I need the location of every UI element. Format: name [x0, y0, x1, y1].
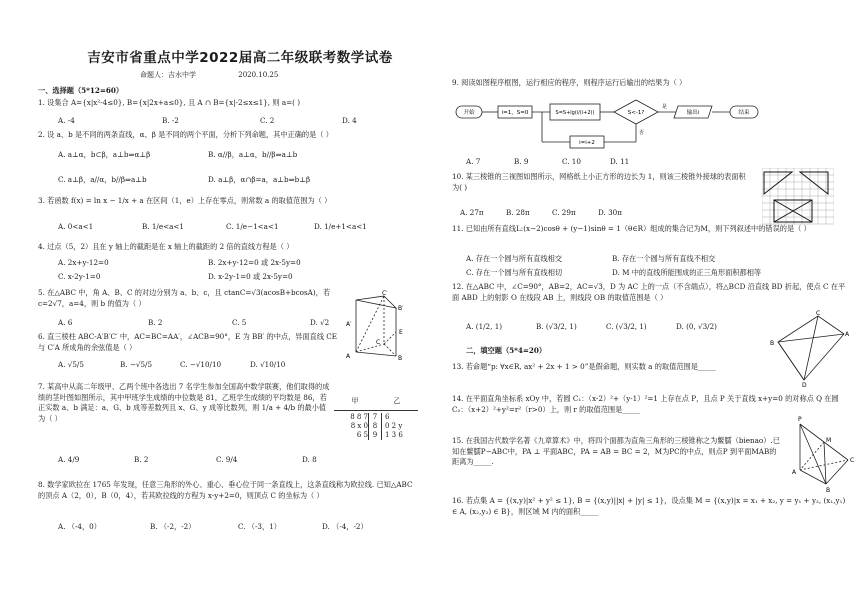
stem-row-right: 0 2 y [385, 422, 403, 430]
q9-options [466, 157, 629, 166]
q10-option-b: B. 28π [506, 208, 530, 217]
exam-meta [140, 70, 318, 80]
q3-option-a: A. 0<a<1 [58, 222, 94, 231]
q4-options-2 [58, 272, 293, 282]
stem-row-left: 8 x 0 [350, 422, 368, 430]
q4-option-a: A. 2x+y-12=0 [58, 258, 109, 267]
q2-options-2 [58, 175, 310, 185]
stem-row-right: 6 [385, 413, 390, 421]
pyramid-label-p: P [798, 416, 802, 423]
section-fill: 二，填空题（5*4=20） [466, 346, 547, 355]
pyramid-label-a: A [792, 469, 797, 476]
grid-horizontal [762, 168, 834, 224]
prism-label-c: C [376, 339, 381, 346]
q11-option-c: C. 存在一个圆与所有直线相切 [466, 268, 563, 277]
fold-label-b: B [770, 340, 775, 347]
q8-option-b: B. （-2，-2） [150, 522, 196, 531]
q7-option-b: B. 2 [134, 455, 149, 464]
q2-option-a: A. a⊥α，b⊂β，a⊥b⇒α⊥β [58, 150, 151, 159]
q8-options [58, 522, 368, 532]
prism-bottom-ab [356, 352, 396, 356]
question-12: 12. 在△ABC 中，∠C=90°，AB=2，AC=√3，D 为 AC 上的一点（不含端点），将△BCD 沿直线 BD 折起，使点 C 在平面 ABD 上的射影 O 在线段 AB 上，则线段 OB 的取值范围是（ ） [452, 282, 846, 302]
stem-rows [334, 410, 418, 440]
question-6: 6. 直三棱柱 ABC-A′B′C′ 中，AC=BC=AA′，∠ACB=90°，E 为 BB′ 的中点，异面直线 CE 与 C′A 所成角的余弦值是（ ） [38, 332, 338, 352]
q9-option-d: D. 11 [610, 157, 630, 166]
flow-cond: S<-1? [627, 110, 645, 116]
q1-option-b: B. -2 [162, 116, 179, 125]
pyramid-label-b: B [826, 487, 831, 492]
question-7: 7. 某高中从高二年级甲、乙两个班中各选出 7 名学生参加全国高中数学联赛，他们取得的成绩的茎叶图如图所示，其中甲班学生成绩的中位数是 81，乙班学生成绩的平均数是 86，若正实数 a、b 满足：a、G、b 成等差数列且 x、G、y 成等比数列，则 1/a + 4/b 的最小值为（ ） [38, 382, 330, 423]
q1-option-d: D. 4 [342, 116, 357, 125]
flow-start: 开始 [463, 110, 475, 116]
q4-option-c: C. x-2y-1=0 [58, 272, 101, 281]
fold-label-a: A [845, 331, 850, 338]
q12-option-b: B. (√3/2, 1) [536, 322, 577, 331]
prism-label-b-prime: B′ [398, 305, 404, 312]
q3-option-b: B. 1/e<a<1 [142, 222, 185, 231]
stem-row-right: 1 3 6 [385, 431, 403, 439]
pyramid-label-c: C [850, 457, 855, 464]
q12-option-d: D. (0, √3/2) [676, 322, 717, 331]
author: 命题人：吉水中学 [140, 71, 196, 79]
question-4: 4. 过点（5，2）且在 y 轴上的截距是在 x 轴上的截距的 2 倍的直线方程是（ ） [38, 242, 294, 251]
q5-option-b: B. 2 [148, 318, 163, 327]
stem-right-header: 乙 [393, 397, 401, 405]
stem-row-left: 8 8 7 [350, 413, 368, 421]
prism-label-c-prime: C′ [382, 290, 388, 297]
prism-label-a: A [346, 353, 351, 360]
fold-label-c: C [816, 310, 821, 317]
flow-no: 否 [639, 130, 645, 136]
q12-options [466, 322, 717, 331]
q6-option-d: D. √10/10 [250, 360, 286, 369]
right-column [440, 0, 860, 595]
q4-option-b: B. 2x+y-12=0 或 2x-5y=0 [208, 258, 301, 267]
q2-option-c: C. a⊥β，a//α，b//β⇒a⊥b [58, 175, 147, 184]
q6-option-b: B. −√5/5 [120, 360, 153, 369]
q7-option-c: C. 9/4 [216, 455, 238, 464]
q11-options-1 [466, 254, 715, 264]
question-13: 13. 若命题“p: ∀x∈R, ax² + 2x + 1 > 0”是假命题，则实数 a 的取值范围是_____ [452, 362, 716, 371]
q10-option-a: A. 27π [460, 208, 484, 217]
q6-options [58, 360, 285, 369]
stem-row [334, 413, 418, 422]
side-view [800, 172, 828, 194]
q10-options [460, 208, 622, 217]
q4-option-d: D. x-2y-1=0 或 2x-5y=0 [208, 272, 293, 281]
question-2: 2. 设 a、b 是不同的两条直线，α、β 是不同的两个平面，分析下列命题，其中正确的是（ ） [38, 130, 333, 139]
q10-option-c: C. 29π [552, 208, 576, 217]
q5-options [58, 318, 329, 327]
q7-option-d: D. 8 [302, 455, 317, 464]
q5-option-c: C. 5 [232, 318, 247, 327]
pyramid-label-m: M [826, 437, 832, 444]
question-11: 11. 已知由所有直线L:(x−2)cosθ + (y−1)sinθ = 1（θ∈R）组成的集合记为M，则下列叙述中的错误的是（ ） [452, 224, 811, 233]
page-title: 吉安市省重点中学2022届高二年级联考数学试卷 [87, 50, 393, 66]
fold-figure [770, 308, 850, 388]
q8-option-d: D. （-4，-2） [322, 522, 368, 531]
q1-options [58, 116, 357, 125]
q8-option-c: C. （-3，1） [238, 522, 281, 531]
flow-out: 输出i [686, 110, 700, 116]
q1-option-c: C. 2 [260, 116, 275, 125]
q5-option-d: D. √2 [310, 318, 330, 327]
question-3: 3. 若函数 f(x) = ln x − 1/x + a 在区间（1，e）上存在零点，则常数 a 的取值范围为（ ） [38, 196, 332, 205]
flowchart [454, 94, 784, 152]
q7-options [58, 455, 317, 464]
question-16: 16. 若点集 A = {(x,y)|x² + y² ≤ 1}, B = {(x,y)||x| + |y| ≤ 1}，设点集 M = {(x,y)|x = x₁ + x₂, y = y₁ + y₂, (x₁,y₁) ∈ A, (x₂,y₂) ∈ B}，则区域 M 内的面积_____ [452, 496, 846, 516]
pyramid-edge-mb [824, 442, 826, 484]
stem-row-stem: 7 [368, 413, 382, 422]
stem-row [334, 431, 418, 440]
flow-yes: 是 [662, 104, 668, 110]
stem-row-left: 6 5 [356, 431, 368, 439]
flow-init: i=1，S=0 [501, 110, 529, 116]
prism-bottom-cb [384, 344, 396, 356]
fold-label-d: D [802, 382, 807, 388]
q1-option-a: A. -4 [58, 116, 75, 125]
fold-edge-bd [778, 342, 804, 380]
q3-option-c: C. 1/e−1<a<1 [226, 222, 279, 231]
prism-figure [338, 290, 414, 362]
stem-left-header: 甲 [351, 397, 359, 405]
q6-option-a: A. √5/5 [58, 360, 84, 369]
question-9: 9. 阅读如图程序框图，运行相应的程序，则程序运行后输出的结果为（ ） [452, 78, 687, 87]
question-10: 10. 某三棱锥的三视图如图所示，网格纸上小正方形的边长为 1，则该三棱锥外接球的表面积为( ) [452, 172, 746, 192]
stem-row-stem: 8 [368, 422, 382, 431]
pyramid-edge-ab [800, 470, 826, 484]
fold-edge-cd [804, 316, 818, 380]
q6-option-c: C. −√10/10 [180, 360, 222, 369]
prism-top-face [356, 296, 396, 308]
question-1: 1. 设集合 A={x|x²-4≤0}, B={x|2x+a≤0}, 且 A ∩ B={x|-2≤x≤1}, 则 a=( ) [38, 98, 301, 107]
q11-options-2 [466, 268, 761, 278]
question-15: 15. 在我国古代数学名著《九章算术》中，将四个面都为直角三角形的三棱锥称之为鳖臑（bienao）.已知在鳖臑P−ABC中，PA ⊥ 平面ABC，PA = AB = BC = 2，M为PC的中点，则点P 到平面MAB的距离为_____. [452, 436, 780, 466]
pyramid-edge-pb [800, 424, 826, 484]
q12-option-c: C. (√3/2, 1) [606, 322, 647, 331]
q4-options-1 [58, 258, 301, 268]
prism-label-b: B [398, 355, 403, 362]
prism-ce [384, 332, 396, 344]
q9-option-c: C. 10 [562, 157, 581, 166]
stem-row [334, 422, 418, 431]
q5-option-a: A. 6 [58, 318, 73, 327]
flow-inc: i=i+2 [579, 140, 595, 146]
question-8: 8. 数学家欧拉在 1765 年发现，任意三角形的外心、重心、垂心位于同一条直线上，这条直线称为欧拉线. 已知△ABC 的顶点 A（2，0），B（0，4），若其欧拉线的方程为 x-y+2=0，则顶点 C 的坐标为（ ） [38, 480, 413, 500]
q3-options [58, 222, 367, 231]
three-view-figure [762, 168, 834, 226]
prism-label-e: E [399, 329, 403, 336]
stem-row-stem: 9 [368, 431, 382, 440]
prism-label-a-prime: A′ [346, 321, 352, 328]
stem-leaf-plot [334, 396, 418, 440]
q8-option-a: A. （-4，0） [58, 522, 101, 531]
pyramid-figure [790, 412, 858, 492]
left-column [0, 0, 420, 595]
q11-option-d: D. M 中的直线所能围成的正三角形面积都相等 [612, 268, 762, 277]
q7-option-a: A. 4/9 [58, 455, 80, 464]
question-5: 5. 在△ABC 中，角 A、B、C 的对边分别为 a、b、c，且 ctanC=√3(acosB+bcosA)，若 c=2√7，a=4，则 b 的值为（ ） [38, 288, 331, 308]
q2-options-1 [58, 150, 297, 160]
q2-option-d: D. a⊥β，α∩β=a，a⊥b⇒b⊥β [208, 175, 311, 184]
flow-end: 结束 [738, 110, 750, 116]
q11-option-a: A. 存在一个圆与所有直线相交 [466, 254, 563, 263]
q12-option-a: A. (1/2, 1) [466, 322, 503, 331]
q11-option-b: B. 存在一个圆与所有直线不相交 [612, 254, 716, 263]
q2-option-b: B. α//β，a⊥α，b//β⇒a⊥b [208, 150, 298, 159]
date: 2020.10.25 [238, 71, 279, 79]
section-choice: 一、选择题（5*12=60） [38, 86, 124, 95]
q9-option-b: B. 9 [514, 157, 529, 166]
q3-option-d: D. 1/e+1<a<1 [314, 222, 367, 231]
q9-option-a: A. 7 [466, 157, 481, 166]
flow-calc: S=S+lg(i/(i+2)) [555, 110, 595, 116]
q10-option-d: D. 30π [598, 208, 622, 217]
question-14: 14. 在平面直角坐标系 xOy 中，若圆 C₁：（x-2）²+（y-1）²=1 上存在点 P，且点 P 关于直线 x+y=0 的对称点 Q 在圆 C₂：（x+2）²+y²=r²（r>0）上，则 r 的取值范围是_____ [452, 394, 839, 414]
